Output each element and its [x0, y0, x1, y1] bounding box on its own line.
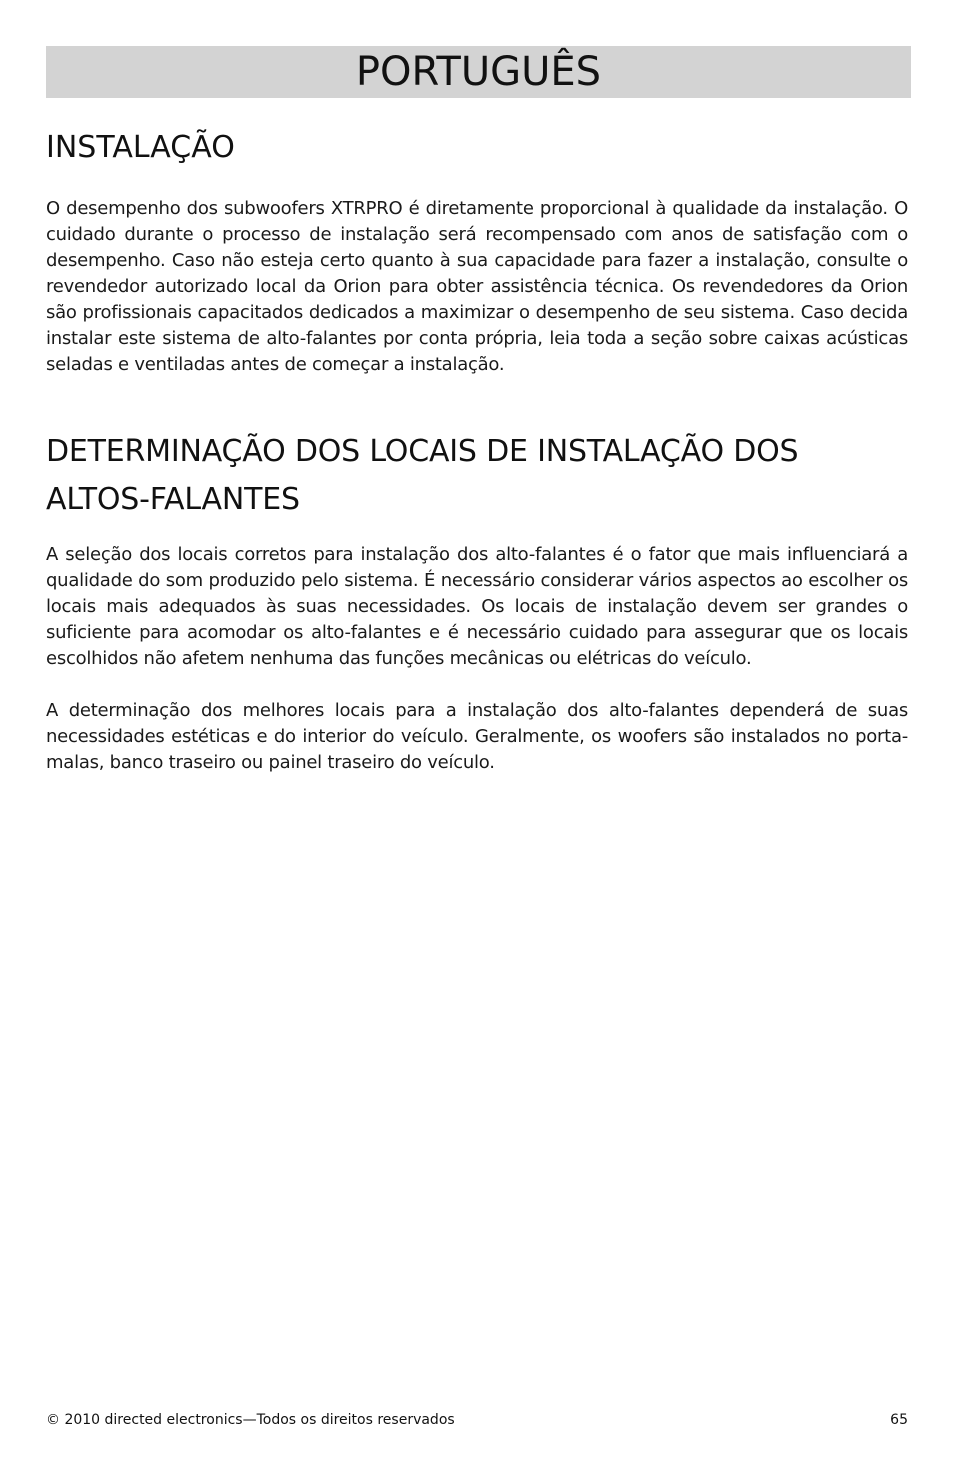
section-heading-speaker-locations: DETERMINAÇÃO DOS LOCAIS DE INSTALAÇÃO DOS ALTOS-FALANTES	[46, 434, 799, 517]
section-paragraph: O desempenho dos subwoofers XTRPRO é diretamente proporcional à qualidade da instalação. O cuidado durante o processo de instalação será recompensado com anos de satisfação com o desempenho. Caso não esteja certo quanto à sua capacidade para fazer a instalação, consulte o revendedor autorizado local da Orion para obter assistência técnica. Os revendedores da Orion são profissionais capacitados dedicados a maximizar o desempenho de seu sistema. Caso decida instalar este sistema de alto-falantes por conta própria, leia toda a seção sobre caixas acústicas seladas e ventiladas antes de começar a instalação.	[46, 198, 908, 375]
page-content	[46, 126, 908, 776]
page-number: 65	[890, 1412, 908, 1428]
page-title: PORTUGUÊS	[355, 49, 602, 95]
section-heading-installation: INSTALAÇÃO	[46, 130, 235, 165]
section-paragraph: A seleção dos locais corretos para instalação dos alto-falantes é o fator que mais influenciará a qualidade do som produzido pelo sistema. É necessário considerar vários aspectos ao escolher os locais mais adequados às suas necessidades. Os locais de instalação devem ser grandes o suficiente para acomodar os alto-falantes e é necessário cuidado para assegurar que os locais escolhidos não afetem nenhuma das funções mecânicas ou elétricas do veículo.	[46, 544, 908, 669]
copyright-notice: © 2010 directed electronics—Todos os direitos reservados	[46, 1412, 455, 1428]
page-footer	[46, 1409, 908, 1431]
language-banner	[46, 46, 911, 98]
section-paragraph: A determinação dos melhores locais para a instalação dos alto-falantes dependerá de suas necessidades estéticas e do interior do veículo. Geralmente, os woofers são instalados no porta-malas, banco traseiro ou painel traseiro do veículo.	[46, 700, 908, 773]
